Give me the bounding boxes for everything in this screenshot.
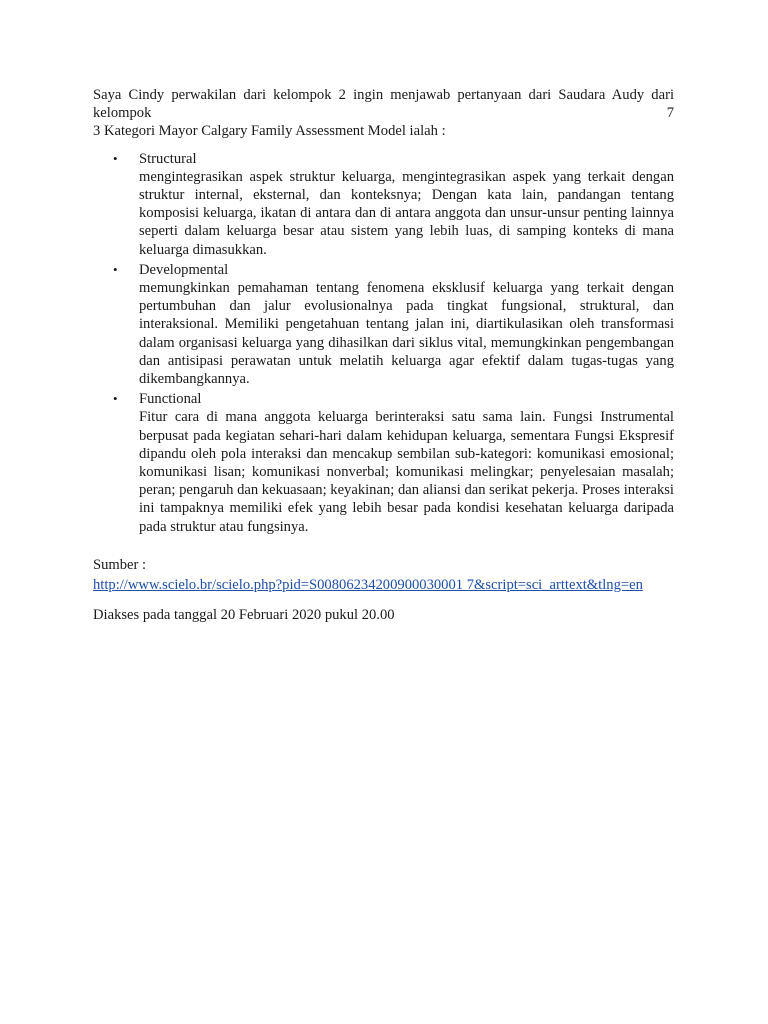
list-item-developmental [93,261,674,388]
item-body: mengintegrasikan aspek struktur keluarga, mengintegrasikan aspek yang terkait dengan struktur internal, eksternal, dan konteksnya; Dengan kata lain, pandangan tentang komposisi keluarga, ikatan di antara dan di antara anggota dan unsur-unsur penting lainnya seperti dalam keluarga besar atau sistem yang lebih luas, di samping konteks di mana keluarga dimasukkan. [139,168,674,258]
intro-heading: 3 Kategori Mayor Calgary Family Assessment Model ialah : [93,123,446,140]
bullet-icon: • [113,391,118,407]
source-link[interactable]: http://www.scielo.br/scielo.php?pid=S00806234200900030001 7&script=sci_arttext&tlng=en [93,577,643,594]
category-list [93,150,674,536]
accessed-date: Diakses pada tanggal 20 Februari 2020 pukul 20.00 [93,607,395,624]
item-title: Developmental [139,261,229,278]
intro-paragraph: Saya Cindy perwakilan dari kelompok 2 ingin menjawab pertanyaan dari Saudara Audy dari kelompok 7 [93,87,674,122]
item-body: memungkinkan pemahaman tentang fenomena eksklusif keluarga yang terkait dengan pertumbuhan dan jalur evolusionalnya pada tingkat fungsional, struktural, dan interaksional. Memiliki pengetahuan tentang jalan ini, diartikulasikan oleh transformasi dalam organisasi keluarga yang dihasilkan dari siklus vital, memungkinkan pengembangan dan antisipasi perawatan untuk melatih keluarga agar efektif dalam tugas-tugas yang dikembangkannya. [139,280,674,388]
list-item-functional [93,390,674,536]
item-body: Fitur cara di mana anggota keluarga berinteraksi satu sama lain. Fungsi Instrumental berpusat pada kegiatan sehari-hari dalam kehidupan keluarga, sementara Fungsi Ekspresif dipandu oleh pola interaksi dan mencakup sembilan sub-kategori: komunikasi emosional; komunikasi lisan; komunikasi nonverbal; komunikasi melingkar; penyelesaian masalah; peran; pengaruh dan kekuasaan; keyakinan; dan aliansi dan serikat pekerja. Proses interaksi ini tampaknya memiliki efek yang lebih besar pada kondisi kesehatan keluarga daripada pada struktur atau fungsinya. [139,409,674,535]
bullet-icon: • [113,261,118,277]
list-item-structural [93,150,674,259]
document-content [93,86,674,624]
bullet-icon: • [113,150,118,166]
item-title: Functional [139,391,202,408]
item-title: Structural [139,150,197,167]
source-label: Sumber : [93,556,147,573]
